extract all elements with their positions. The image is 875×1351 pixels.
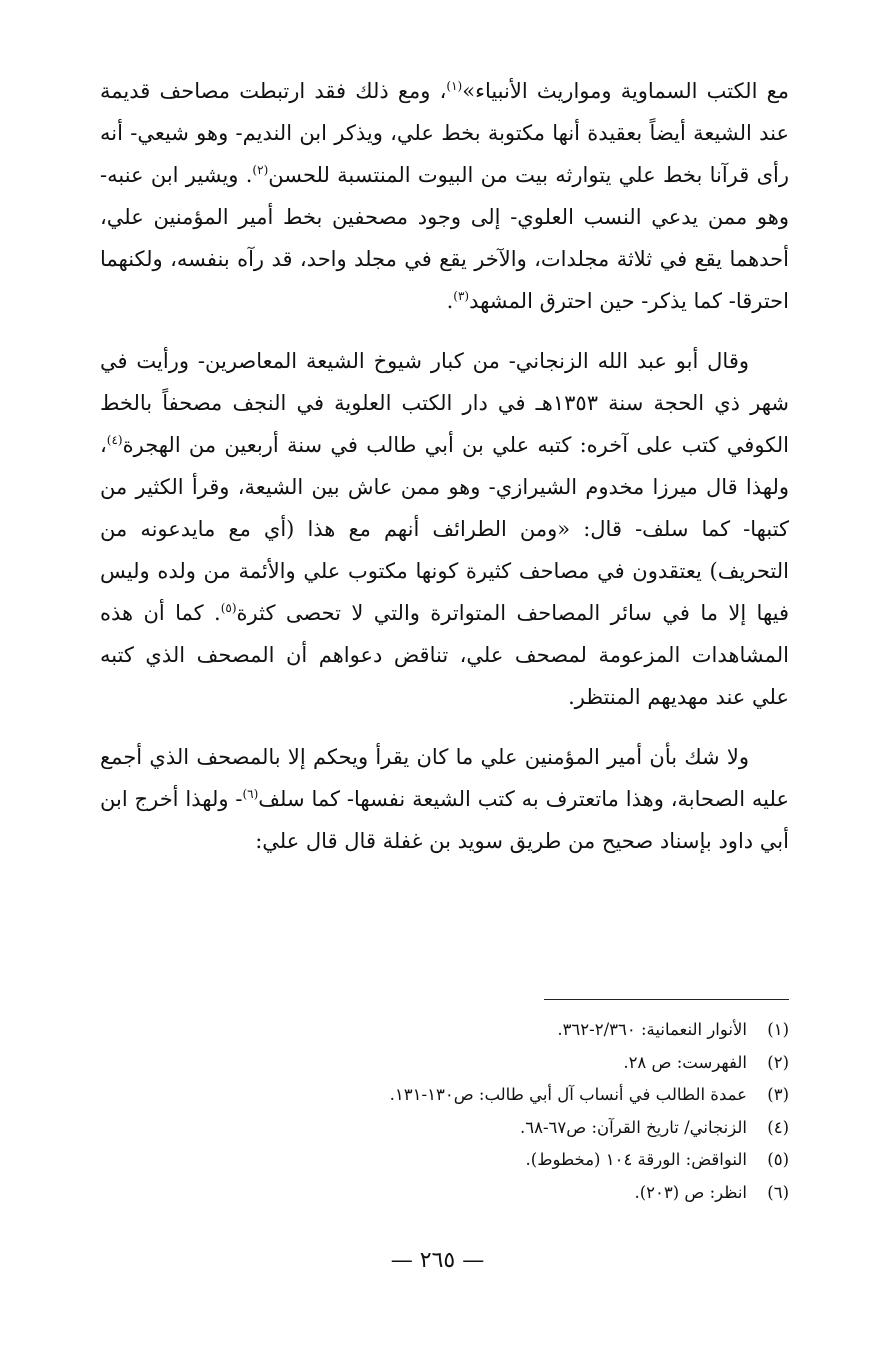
- footnote-text: النواقض: الورقة ١٠٤ (مخطوط).: [525, 1150, 747, 1169]
- footnote-text: الأنوار النعمانية: ٢/٣٦٠-٣٦٢.: [557, 1020, 747, 1039]
- footnote-ref-4: (٤): [106, 433, 123, 447]
- text-run: . ويشير ابن عنبه- وهو ممن يدعي النسب العلوي- إلى وجود مصحفين بخط أمير المؤمنين علي، أحدهما يقع في ثلاثة مجلدات، والآخر يقع في مجلد واحد، قد رآه بنفسه، ولكنهما احترقا- كما يذكر- حين احترق المشهد: [100, 163, 789, 313]
- footnote-text: انظر: ص (٢٠٣).: [634, 1182, 747, 1202]
- paragraph-3: [100, 736, 789, 862]
- text-run: مع الكتب السماوية ومواريث الأنبياء»: [462, 79, 789, 103]
- footnote-separator: [544, 999, 789, 1000]
- footnote-ref-3: (٣): [453, 289, 470, 303]
- footnote-text: عمدة الطالب في أنساب آل أبي طالب: ص١٣٠-١٣١.: [389, 1085, 747, 1104]
- footnote-ref-2: (٢): [252, 163, 269, 177]
- text-run: . كما أن هذه المشاهدات المزعومة لمصحف علي، تناقض دعواهم أن المصحف الذي كتبه علي عند مهديهم المنتظر.: [100, 601, 789, 709]
- footnote-number: (٢): [767, 1052, 789, 1072]
- text-run: .: [446, 289, 454, 313]
- text-run: - ولهذا أخرج ابن أبي داود بإسناد صحيح من طريق سويد بن غفلة قال قال علي:: [100, 787, 789, 853]
- paragraph-1: [100, 70, 789, 322]
- footnote-number: (٥): [767, 1150, 789, 1169]
- footnote-ref-1: (١): [446, 79, 463, 93]
- body-text: [100, 70, 789, 862]
- footnote-item: [100, 1144, 789, 1177]
- footnote-item: [100, 1014, 789, 1047]
- footnote-item: [100, 1079, 789, 1112]
- text-run: ولا شك بأن أمير المؤمنين علي ما كان يقرأ ويحكم إلا بالمصحف الذي أجمع عليه الصحابة، وهذا ماتعترف به كتب الشيعة نفسها- كما سلف: [100, 745, 789, 811]
- footnote-number: (٣): [767, 1085, 789, 1104]
- footnote-ref-6: (٦): [242, 787, 259, 801]
- footnotes-list: [100, 1014, 789, 1209]
- footnote-number: (١): [767, 1020, 789, 1039]
- text-run: ، ومع ذلك فقد ارتبطت مصاحف قديمة عند الشيعة أيضاً بعقيدة أنها مكتوبة بخط علي، ويذكر ابن النديم- وهو شيعي- أنه رأى قرآنا بخط علي يتوارثه بيت من البيوت المنتسبة للحسن: [100, 79, 789, 187]
- text-run: ، ولهذا قال ميرزا مخدوم الشيرازي- وهو ممن عاش بين الشيعة، وقرأ الكثير من كتبها- كما سلف- قال: «ومن الطرائف أنهم مع هذا (أي مع مايدعونه من التحريف) يعتقدون في مصاحف كثيرة كونها مكتوب علي والأئمة من ولده وليس فيها إلا ما في سائر المصاحف المتواترة والتي لا تحصى كثرة: [100, 433, 789, 625]
- footnote-item: [100, 1112, 789, 1145]
- footnote-number: (٦): [767, 1182, 789, 1202]
- footnote-item: [100, 1047, 789, 1080]
- footnote-ref-5: (٥): [220, 601, 237, 615]
- footnote-item: [100, 1177, 789, 1210]
- footnote-number: (٤): [767, 1117, 789, 1137]
- text-run: وقال أبو عبد الله الزنجاني- من كبار شيوخ الشيعة المعاصرين- ورأيت في شهر ذي الحجة سنة ١٣٥٣هـ في دار الكتب العلوية في النجف مصحفاً بالخط الكوفي كتب على آخره: كتبه علي بن أبي طالب في سنة أربعين من الهجرة: [100, 349, 789, 457]
- paragraph-2: [100, 340, 789, 718]
- page-number: — ٢٦٥ —: [390, 1248, 485, 1273]
- footnote-text: الزنجاني/ تاريخ القرآن: ص٦٧-٦٨.: [519, 1117, 747, 1137]
- footnote-text: الفهرست: ص ٢٨.: [623, 1052, 747, 1072]
